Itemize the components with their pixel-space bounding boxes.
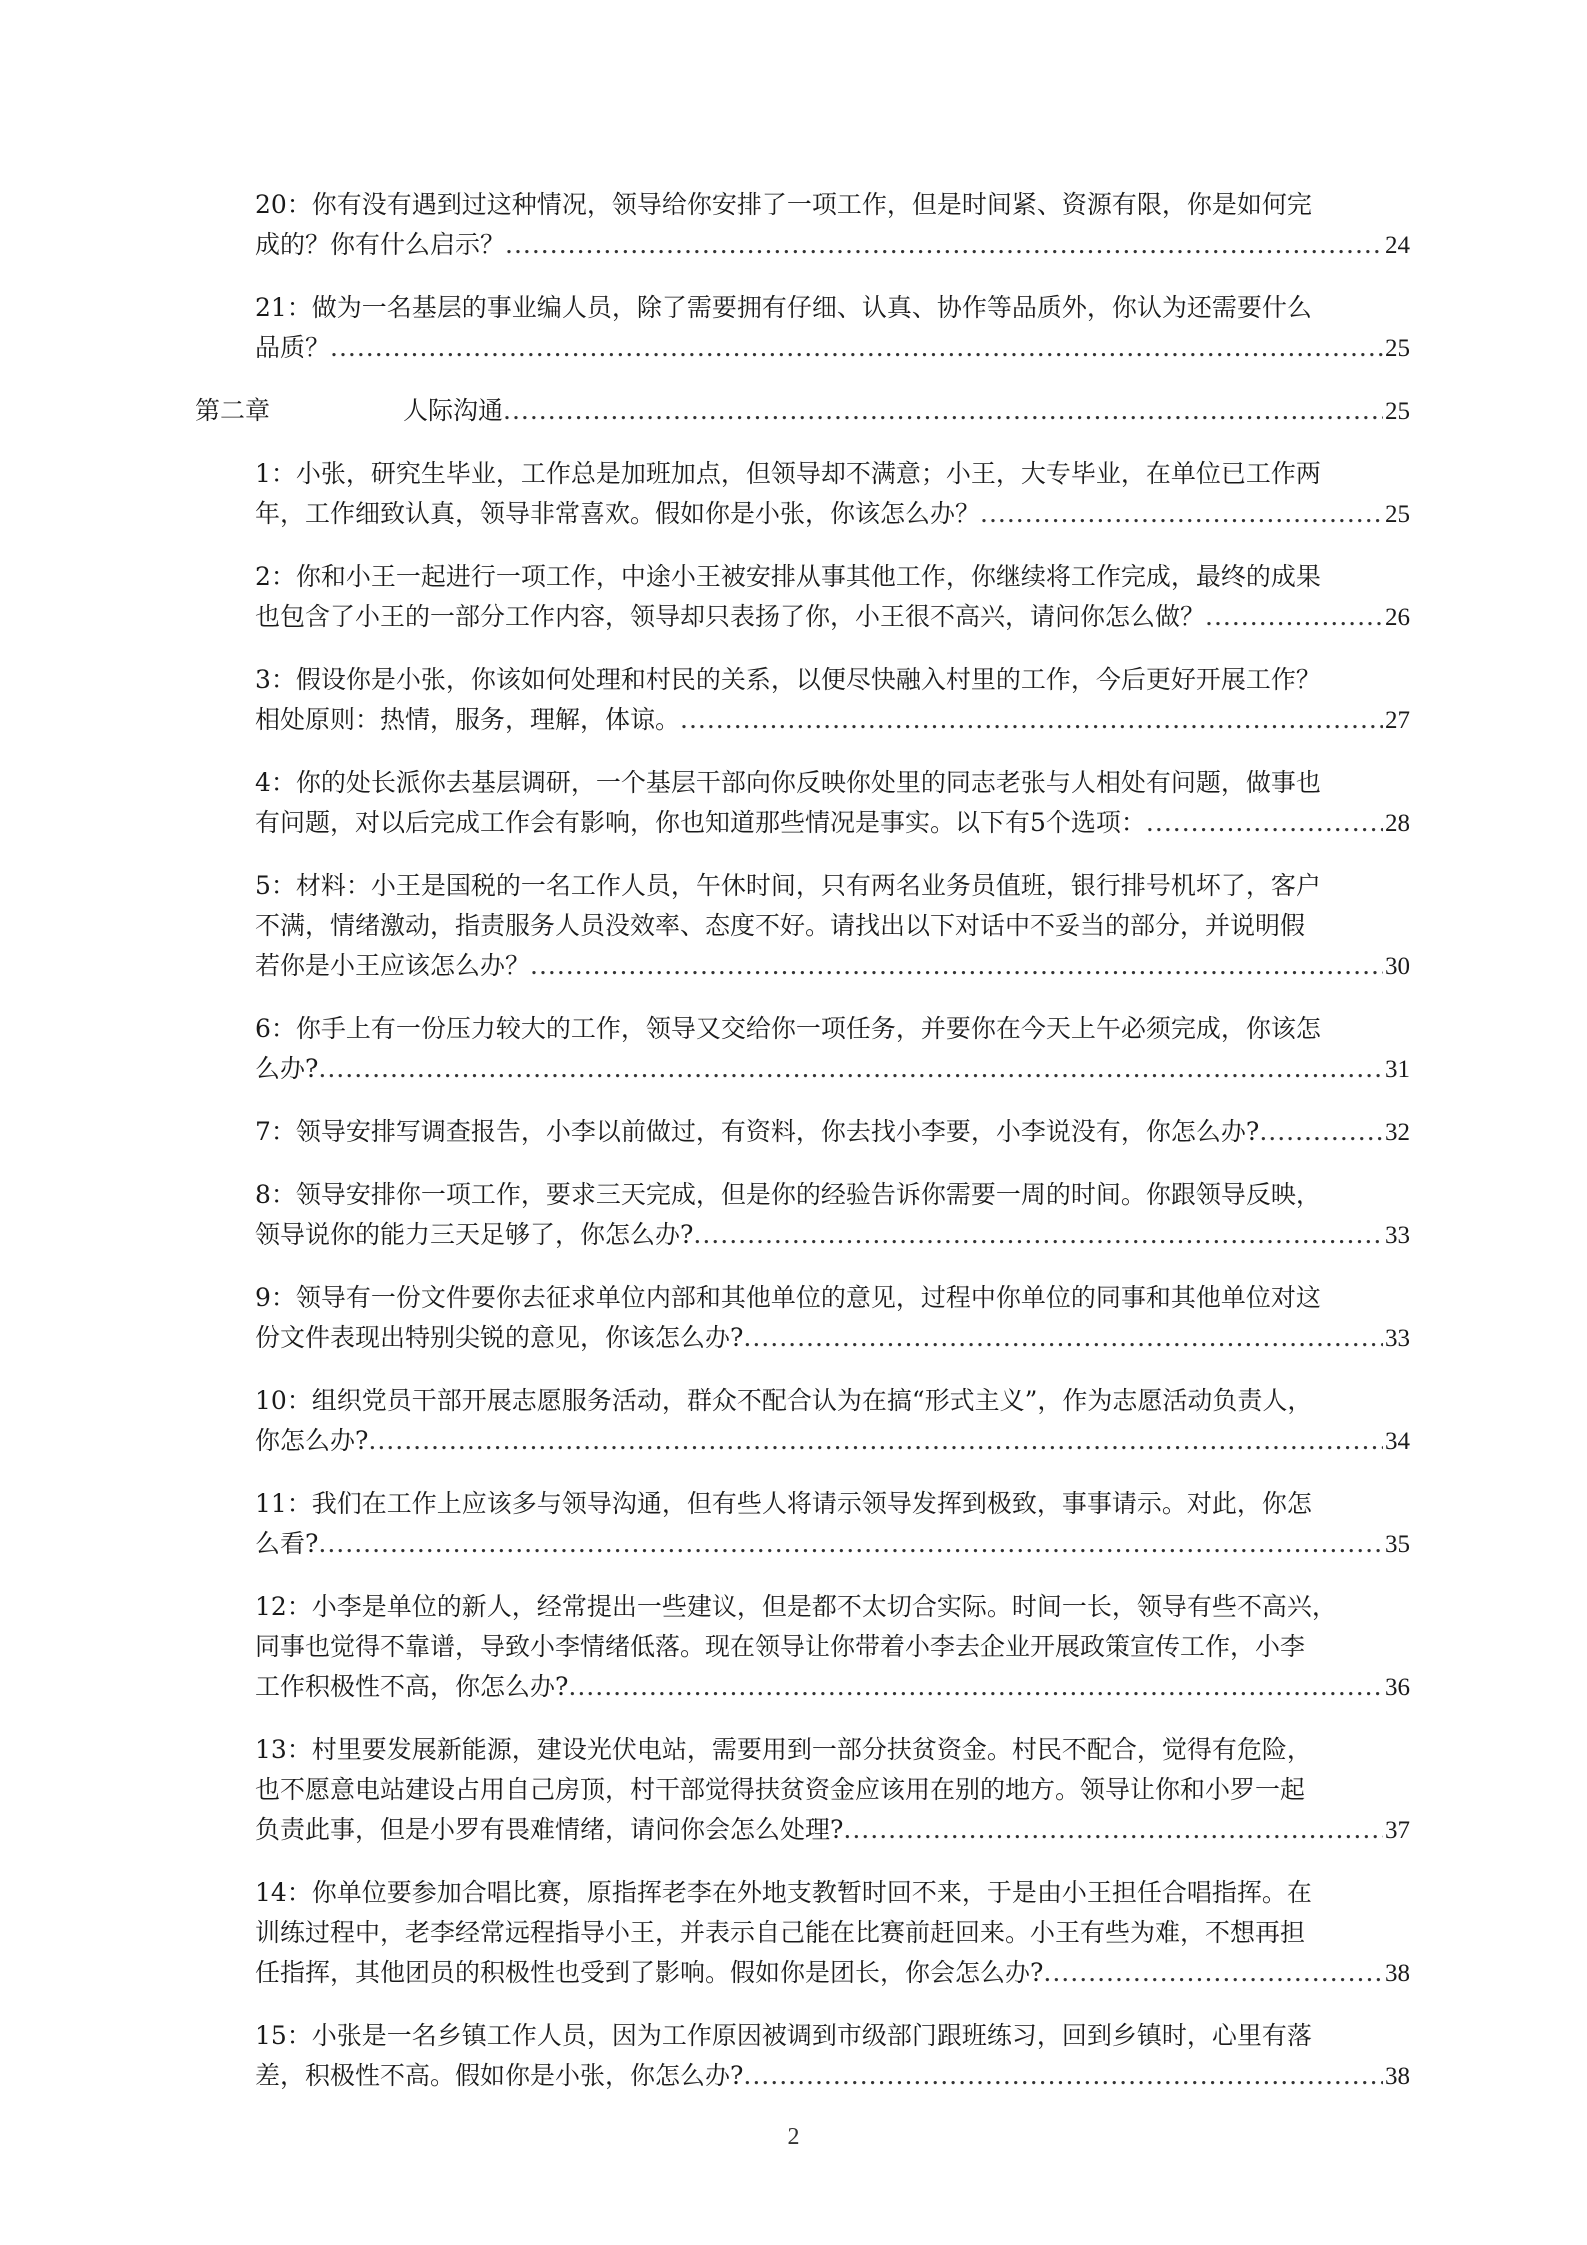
- toc-page-ref: 33: [1385, 1325, 1410, 1352]
- dot-leader: [1146, 803, 1383, 843]
- toc-entry-text: 份文件表现出特别尖锐的意见，你该怎么办?: [255, 1323, 744, 1352]
- dot-leader: [1259, 1112, 1383, 1152]
- toc-entry-line: [255, 225, 1410, 265]
- dot-leader: [505, 225, 1383, 265]
- dot-leader: [843, 1810, 1383, 1850]
- toc-page-ref: 25: [1385, 335, 1410, 362]
- table-of-contents: [195, 185, 1410, 2096]
- toc-entry[interactable]: [195, 660, 1410, 740]
- toc-entry-line: [255, 1810, 1410, 1850]
- toc-entry[interactable]: [195, 763, 1410, 843]
- toc-entry[interactable]: [195, 1484, 1410, 1564]
- dot-leader: [503, 391, 1383, 431]
- toc-page-ref: 38: [1385, 1960, 1410, 1987]
- toc-entry-line: 训练过程中，老李经常远程指导小王，并表示自己能在比赛前赶回来。小王有些为难，不想再担: [255, 1918, 1306, 1947]
- toc-entry[interactable]: [195, 2016, 1410, 2096]
- toc-entry-line: [255, 1953, 1410, 1993]
- toc-entry-text: 负责此事，但是小罗有畏难情绪，请问你会怎么处理?: [255, 1815, 844, 1844]
- dot-leader: [318, 1524, 1383, 1564]
- toc-entry-line: [255, 1667, 1410, 1707]
- toc-page-ref: 28: [1385, 810, 1410, 837]
- toc-entry[interactable]: [195, 1587, 1410, 1707]
- toc-page-ref: 24: [1385, 232, 1410, 259]
- dot-leader: [368, 1421, 1383, 1461]
- toc-entry-line: 15：小张是一名乡镇工作人员，因为工作原因被调到市级部门跟班练习，回到乡镇时，心里有落: [255, 2021, 1312, 2050]
- toc-entry-line: [255, 803, 1410, 843]
- toc-entry-text: 工作积极性不高，你怎么办?: [255, 1672, 569, 1701]
- toc-entry-line: [255, 1524, 1410, 1564]
- toc-page-ref: 36: [1385, 1674, 1410, 1701]
- dot-leader: [743, 1318, 1383, 1358]
- toc-entry-text: 若你是小王应该怎么办？: [255, 951, 531, 980]
- toc-page-ref: 31: [1385, 1056, 1410, 1083]
- toc-entry-line: [255, 1112, 1410, 1152]
- toc-entry-line: 14：你单位要参加合唱比赛，原指挥老李在外地支教暂时回不来，于是由小王担任合唱指挥。在: [255, 1878, 1312, 1907]
- dot-leader: [1043, 1953, 1383, 1993]
- toc-entry-line: [255, 700, 1410, 740]
- toc-entry-line: 6：你手上有一份压力较大的工作，领导又交给你一项任务，并要你在今天上午必须完成，你该怎: [255, 1014, 1321, 1043]
- dot-leader: [530, 946, 1383, 986]
- toc-entry-line: [255, 1421, 1410, 1461]
- toc-entry-text: 成的？你有什么启示？: [255, 230, 506, 259]
- toc-entry-text: 7：领导安排写调查报告，小李以前做过，有资料，你去找小李要，小李说没有，你怎么办?: [255, 1117, 1260, 1146]
- toc-page-ref: 27: [1385, 707, 1410, 734]
- dot-leader: [318, 1049, 1383, 1089]
- toc-entry-text: 相处原则：热情，服务，理解，体谅。: [255, 705, 681, 734]
- toc-entry-text: 么看?: [255, 1529, 319, 1558]
- dot-leader: [1205, 597, 1383, 637]
- toc-entry-line: 4：你的处长派你去基层调研，一个基层干部向你反映你处里的同志老张与人相处有问题，做事也: [255, 768, 1321, 797]
- toc-entry-text: 你怎么办?: [255, 1426, 369, 1455]
- toc-entry-line: [255, 1215, 1410, 1255]
- toc-entry-text: 有问题，对以后完成工作会有影响，你也知道那些情况是事实。以下有5个选项：: [255, 808, 1146, 837]
- toc-entry-line: 1：小张，研究生毕业，工作总是加班加点，但领导却不满意；小王，大专毕业，在单位已工作两: [255, 459, 1321, 488]
- toc-entry-line: 3：假设你是小张，你该如何处理和村民的关系，以便尽快融入村里的工作，今后更好开展工作？: [255, 665, 1321, 694]
- toc-entry[interactable]: [195, 1009, 1410, 1089]
- toc-entry-line: 10：组织党员干部开展志愿服务活动，群众不配合认为在搞“形式主义”，作为志愿活动负责人，: [255, 1386, 1313, 1415]
- toc-chapter-line: [195, 391, 1410, 431]
- toc-page-ref: 35: [1385, 1531, 1410, 1558]
- dot-leader: [693, 1215, 1383, 1255]
- dot-leader: [680, 700, 1383, 740]
- toc-entry-line: 9：领导有一份文件要你去征求单位内部和其他单位的意见，过程中你单位的同事和其他单位对这: [255, 1283, 1321, 1312]
- toc-page-ref: 26: [1385, 604, 1410, 631]
- toc-entry-line: 20：你有没有遇到过这种情况，领导给你安排了一项工作，但是时间紧、资源有限，你是如何完: [255, 190, 1312, 219]
- toc-entry-line: [255, 597, 1410, 637]
- dot-leader: [568, 1667, 1383, 1707]
- toc-entry-line: [255, 494, 1410, 534]
- toc-entry-line: 也不愿意电站建设占用自己房顶，村干部觉得扶贫资金应该用在别的地方。领导让你和小罗一起: [255, 1775, 1306, 1804]
- toc-entry-line: [255, 1318, 1410, 1358]
- toc-entry[interactable]: [195, 1112, 1410, 1152]
- toc-page-ref: 30: [1385, 953, 1410, 980]
- toc-entry-line: 5：材料：小王是国税的一名工作人员，午休时间，只有两名业务员值班，银行排号机坏了，客户: [255, 871, 1321, 900]
- toc-entry[interactable]: [195, 454, 1410, 534]
- toc-entry-line: 同事也觉得不靠谱，导致小李情绪低落。现在领导让你带着小李去企业开展政策宣传工作，小李: [255, 1632, 1306, 1661]
- toc-entry[interactable]: [195, 288, 1410, 368]
- toc-page-ref: 33: [1385, 1222, 1410, 1249]
- toc-page-ref: 25: [1385, 501, 1410, 528]
- toc-page-ref: 37: [1385, 1817, 1410, 1844]
- toc-entry-text: 领导说你的能力三天足够了，你怎么办?: [255, 1220, 694, 1249]
- toc-entry-line: [255, 946, 1410, 986]
- toc-entry[interactable]: [195, 1730, 1410, 1850]
- toc-entry-line: 13：村里要发展新能源，建设光伏电站，需要用到一部分扶贫资金。村民不配合，觉得有危险，: [255, 1735, 1312, 1764]
- toc-page-ref: 38: [1385, 2063, 1410, 2090]
- toc-entry-text: 品质？: [255, 333, 331, 362]
- dot-leader: [330, 328, 1383, 368]
- toc-entry-line: 2：你和小王一起进行一项工作，中途小王被安排从事其他工作，你继续将工作完成，最终的成果: [255, 562, 1321, 591]
- toc-entry-line: [255, 1049, 1410, 1089]
- toc-entry-line: 8：领导安排你一项工作，要求三天完成，但是你的经验告诉你需要一周的时间。你跟领导反映，: [255, 1180, 1321, 1209]
- chapter-number: 第二章: [195, 396, 271, 425]
- toc-entry-text: 任指挥，其他团员的积极性也受到了影响。假如你是团长，你会怎么办?: [255, 1958, 1044, 1987]
- toc-entry-line: 21：做为一名基层的事业编人员，除了需要拥有仔细、认真、协作等品质外，你认为还需要什么: [255, 293, 1312, 322]
- toc-chapter[interactable]: [195, 391, 1410, 431]
- toc-entry-line: 12：小李是单位的新人，经常提出一些建议，但是都不太切合实际。时间一长，领导有些不高兴，: [255, 1592, 1337, 1621]
- page-number: 2: [787, 2124, 800, 2150]
- toc-entry[interactable]: [195, 185, 1410, 265]
- toc-entry-text: 差，积极性不高。假如你是小张，你怎么办?: [255, 2061, 744, 2090]
- toc-entry[interactable]: [195, 866, 1410, 986]
- toc-entry-text: 年，工作细致认真，领导非常喜欢。假如你是小张，你该怎么办？: [255, 499, 981, 528]
- toc-page-ref: 25: [1385, 398, 1410, 425]
- toc-entry[interactable]: [195, 1175, 1410, 1255]
- toc-entry-line: [255, 328, 1410, 368]
- chapter-title: 人际沟通: [403, 396, 504, 425]
- toc-entry-line: 11：我们在工作上应该多与领导沟通，但有些人将请示领导发挥到极致，事事请示。对此，你怎: [255, 1489, 1312, 1518]
- toc-entry-line: 不满，情绪激动，指责服务人员没效率、态度不好。请找出以下对话中不妥当的部分，并说明假: [255, 911, 1306, 940]
- dot-leader: [980, 494, 1383, 534]
- dot-leader: [743, 2056, 1383, 2096]
- toc-entry[interactable]: [195, 1873, 1410, 1993]
- toc-entry-text: 么办?: [255, 1054, 319, 1083]
- toc-entry-text: 也包含了小王的一部分工作内容，领导却只表扬了你，小王很不高兴，请问你怎么做？: [255, 602, 1206, 631]
- toc-entry[interactable]: [195, 1278, 1410, 1358]
- toc-page-ref: 34: [1385, 1428, 1410, 1455]
- toc-entry[interactable]: [195, 1381, 1410, 1461]
- toc-entry[interactable]: [195, 557, 1410, 637]
- toc-page-ref: 32: [1385, 1119, 1410, 1146]
- toc-entry-line: [255, 2056, 1410, 2096]
